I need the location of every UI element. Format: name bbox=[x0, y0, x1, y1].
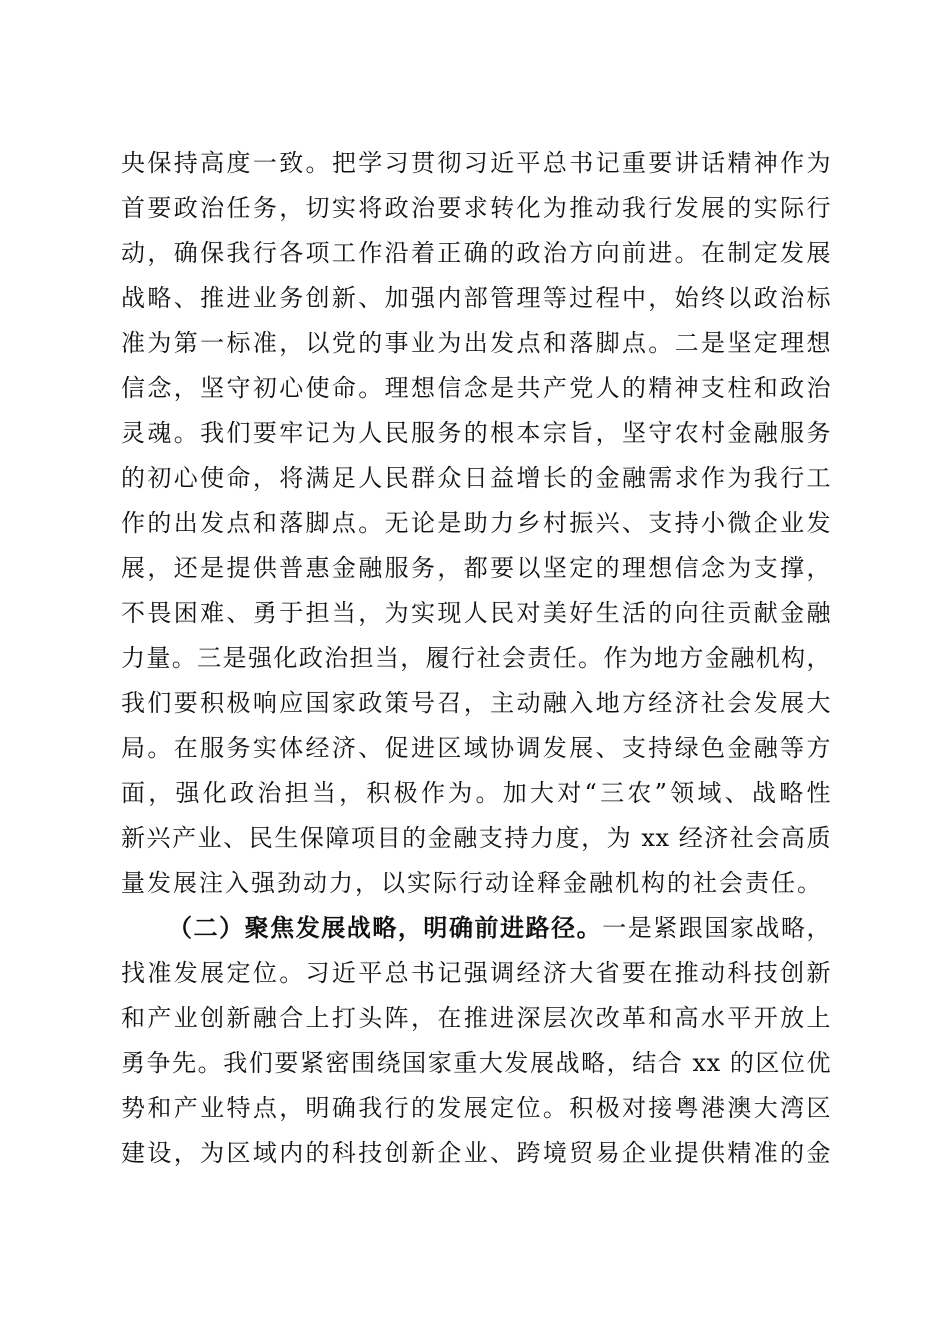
paragraph-line: 首要政治任务，切实将政治要求转化为推动我行发展的实际行 bbox=[121, 194, 831, 222]
paragraph-line: 灵魂。我们要牢记为人民服务的根本宗旨，坚守农村金融服务 bbox=[121, 419, 831, 447]
paragraph-line: 作的出发点和落脚点。无论是助力乡村振兴、支持小微企业发 bbox=[121, 509, 831, 537]
paragraph-line: 展，还是提供普惠金融服务，都要以坚定的理想信念为支撑， bbox=[121, 554, 831, 582]
paragraph-line: 信念，坚守初心使命。理想信念是共产党人的精神支柱和政治 bbox=[121, 374, 831, 402]
paragraph-line: 找准发展定位。习近平总书记强调经济大省要在推动科技创新 bbox=[121, 959, 831, 987]
paragraph-line: 准为第一标准，以党的事业为出发点和落脚点。二是坚定理想 bbox=[121, 329, 831, 357]
section-heading: （二）聚焦发展战略，明确前进路径。 bbox=[168, 913, 603, 942]
paragraph-line: 建设，为区域内的科技创新企业、跨境贸易企业提供精准的金 bbox=[121, 1139, 831, 1167]
section-heading-line bbox=[168, 908, 831, 948]
paragraph-line: 和产业创新融合上打头阵，在推进深层次改革和高水平开放上 bbox=[121, 1004, 831, 1032]
paragraph-line: 力量。三是强化政治担当，履行社会责任。作为地方金融机构， bbox=[121, 644, 831, 672]
paragraph-line: 不畏困难、勇于担当，为实现人民对美好生活的向往贡献金融 bbox=[121, 599, 831, 627]
paragraph-line: 势和产业特点，明确我行的发展定位。积极对接粤港澳大湾区 bbox=[121, 1094, 831, 1122]
paragraph-line: 量发展注入强劲动力，以实际行动诠释金融机构的社会责任。 bbox=[121, 869, 823, 897]
section-heading-rest: 一是紧跟国家战略， bbox=[602, 914, 831, 942]
paragraph-line: 我们要积极响应国家政策号召，主动融入地方经济社会发展大 bbox=[121, 689, 831, 717]
paragraph-line: 动，确保我行各项工作沿着正确的政治方向前进。在制定发展 bbox=[121, 239, 831, 267]
paragraph-line: 新兴产业、民生保障项目的金融支持力度，为 xx 经济社会高质 bbox=[121, 824, 831, 852]
paragraph-line: 面，强化政治担当，积极作为。加大对“三农”领域、战略性 bbox=[121, 779, 831, 807]
paragraph-line: 勇争先。我们要紧密围绕国家重大发展战略，结合 xx 的区位优 bbox=[121, 1049, 831, 1077]
paragraph-line: 局。在服务实体经济、促进区域协调发展、支持绿色金融等方 bbox=[121, 734, 831, 762]
paragraph-line: 战略、推进业务创新、加强内部管理等过程中，始终以政治标 bbox=[121, 284, 831, 312]
paragraph-line: 央保持高度一致。把学习贯彻习近平总书记重要讲话精神作为 bbox=[121, 149, 831, 177]
paragraph-line: 的初心使命，将满足人民群众日益增长的金融需求作为我行工 bbox=[121, 464, 831, 492]
